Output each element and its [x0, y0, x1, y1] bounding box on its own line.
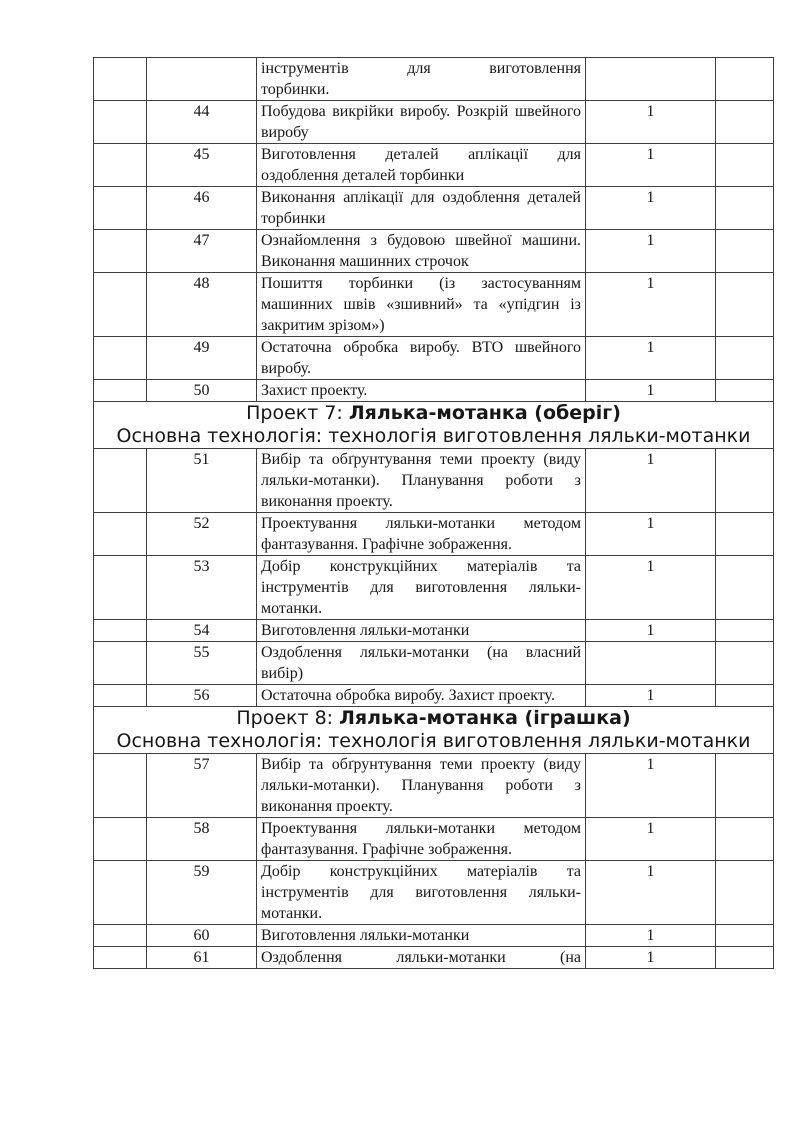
- cell-blank-left: [94, 642, 147, 685]
- cell-blank-left: [94, 337, 147, 380]
- cell-blank-right: [716, 58, 774, 101]
- project-subtitle: Основна технологія: технологія виготовлення ляльки-мотанки: [116, 730, 751, 752]
- table-row: [94, 230, 774, 273]
- lesson-topic: Остаточна обробка виробу. ВТО швейного виробу.: [257, 337, 586, 380]
- project-title-line: [94, 402, 773, 425]
- lesson-topic: Виготовлення ляльки-мотанки: [257, 620, 586, 642]
- cell-blank-left: [94, 230, 147, 273]
- project-label: Проект 7:: [246, 402, 349, 424]
- cell-blank-left: [94, 556, 147, 620]
- cell-blank-left: [94, 925, 147, 947]
- cell-blank-left: [94, 273, 147, 337]
- cell-blank-right: [716, 947, 774, 969]
- table-row: [94, 273, 774, 337]
- lesson-topic: Оздоблення ляльки-мотанки (на: [257, 947, 586, 969]
- lesson-topic: Остаточна обробка виробу. Захист проекту.: [257, 685, 586, 707]
- cell-blank-left: [94, 187, 147, 230]
- project-title-line: [94, 707, 773, 730]
- project-title: Лялька-мотанка (іграшка): [339, 707, 631, 729]
- table-row: [94, 861, 774, 925]
- lesson-topic: Захист проекту.: [257, 380, 586, 402]
- lesson-number: 50: [147, 380, 257, 402]
- lesson-topic: Вибір та обґрунтування теми проекту (виду ляльки-мотанки). Планування роботи з виконання проекту.: [257, 754, 586, 818]
- lesson-topic: Добір конструкційних матеріалів та інструментів для виготовлення ляльки-мотанки.: [257, 556, 586, 620]
- lesson-number: 44: [147, 101, 257, 144]
- cell-blank-right: [716, 818, 774, 861]
- lesson-number: 52: [147, 513, 257, 556]
- lesson-number: 60: [147, 925, 257, 947]
- lesson-number: 48: [147, 273, 257, 337]
- table-row: [94, 685, 774, 707]
- cell-blank-left: [94, 58, 147, 101]
- lesson-topic: Виготовлення ляльки-мотанки: [257, 925, 586, 947]
- cell-blank-right: [716, 642, 774, 685]
- lesson-hours: 1: [586, 947, 716, 969]
- lesson-hours: 1: [586, 144, 716, 187]
- lesson-topic: Виготовлення деталей аплікації для оздоблення деталей торбинки: [257, 144, 586, 187]
- lesson-number: 47: [147, 230, 257, 273]
- cell-blank-left: [94, 861, 147, 925]
- lesson-hours: 1: [586, 380, 716, 402]
- lesson-hours: [586, 58, 716, 101]
- lesson-topic: [257, 58, 586, 101]
- project-header-row: [94, 402, 774, 449]
- project-label: Проект 8:: [236, 707, 340, 729]
- project-title: Лялька-мотанка (оберіг): [348, 402, 621, 424]
- lesson-hours: 1: [586, 861, 716, 925]
- table-row: [94, 101, 774, 144]
- lesson-hours: 1: [586, 449, 716, 513]
- table-row: [94, 642, 774, 685]
- cell-blank-left: [94, 818, 147, 861]
- table-row: [94, 513, 774, 556]
- table-row: [94, 620, 774, 642]
- cell-blank-right: [716, 685, 774, 707]
- cell-blank-left: [94, 754, 147, 818]
- lesson-hours: 1: [586, 337, 716, 380]
- cell-blank-left: [94, 449, 147, 513]
- lesson-number: 51: [147, 449, 257, 513]
- lesson-number: 61: [147, 947, 257, 969]
- project-subtitle: Основна технологія: технологія виготовлення ляльки-мотанки: [116, 425, 751, 447]
- curriculum-table: [93, 57, 774, 969]
- lesson-hours: 1: [586, 556, 716, 620]
- lesson-topic: Проектування ляльки-мотанки методом фантазування. Графічне зображення.: [257, 513, 586, 556]
- lesson-number: 49: [147, 337, 257, 380]
- lesson-number: 46: [147, 187, 257, 230]
- lesson-hours: 1: [586, 513, 716, 556]
- lesson-topic: Оздоблення ляльки-мотанки (на власний вибір): [257, 642, 586, 685]
- topic-line: торбинки.: [261, 81, 330, 98]
- cell-blank-left: [94, 144, 147, 187]
- cell-blank-right: [716, 449, 774, 513]
- cell-blank-right: [716, 620, 774, 642]
- cell-blank-left: [94, 380, 147, 402]
- lesson-number: 53: [147, 556, 257, 620]
- table-row: [94, 380, 774, 402]
- cell-blank-left: [94, 101, 147, 144]
- lesson-hours: 1: [586, 620, 716, 642]
- cell-blank-right: [716, 556, 774, 620]
- lesson-topic: Проектування ляльки-мотанки методом фантазування. Графічне зображення.: [257, 818, 586, 861]
- lesson-topic: Добір конструкційних матеріалів та інструментів для виготовлення ляльки-мотанки.: [257, 861, 586, 925]
- lesson-hours: [586, 642, 716, 685]
- lesson-topic: Пошиття торбинки (із застосуванням машинних швів «зшивний» та «упідгин із закритим зрізом»): [257, 273, 586, 337]
- table-row: [94, 144, 774, 187]
- table-row: [94, 947, 774, 969]
- cell-blank-left: [94, 685, 147, 707]
- lesson-number: 54: [147, 620, 257, 642]
- cell-blank-right: [716, 861, 774, 925]
- lesson-topic: Виконання аплікації для оздоблення деталей торбинки: [257, 187, 586, 230]
- cell-blank-right: [716, 230, 774, 273]
- lesson-hours: 1: [586, 925, 716, 947]
- project-header-cell: [94, 402, 774, 449]
- cell-blank-right: [716, 273, 774, 337]
- lesson-number: 55: [147, 642, 257, 685]
- lesson-number: 58: [147, 818, 257, 861]
- lesson-number: 57: [147, 754, 257, 818]
- cell-blank-left: [94, 620, 147, 642]
- project-header-row: [94, 707, 774, 754]
- cell-blank-right: [716, 925, 774, 947]
- lesson-number: 45: [147, 144, 257, 187]
- table-row: [94, 337, 774, 380]
- cell-blank-left: [94, 947, 147, 969]
- lesson-hours: 1: [586, 685, 716, 707]
- table-row: [94, 556, 774, 620]
- lesson-topic: Вибір та обґрунтування теми проекту (виду ляльки-мотанки). Планування роботи з виконання проекту.: [257, 449, 586, 513]
- table-row: [94, 449, 774, 513]
- table-row: [94, 58, 774, 101]
- cell-blank-right: [716, 754, 774, 818]
- topic-line: інструментів для виготовлення: [261, 60, 581, 77]
- cell-blank-right: [716, 513, 774, 556]
- lesson-topic: Побудова викрійки виробу. Розкрій швейного виробу: [257, 101, 586, 144]
- cell-blank-left: [94, 513, 147, 556]
- table-row: [94, 818, 774, 861]
- lesson-hours: 1: [586, 101, 716, 144]
- project-header-cell: [94, 707, 774, 754]
- cell-blank-right: [716, 144, 774, 187]
- cell-blank-right: [716, 380, 774, 402]
- lesson-number: [147, 58, 257, 101]
- lesson-hours: 1: [586, 273, 716, 337]
- lesson-hours: 1: [586, 754, 716, 818]
- table-row: [94, 754, 774, 818]
- lesson-number: 59: [147, 861, 257, 925]
- lesson-hours: 1: [586, 818, 716, 861]
- lesson-hours: 1: [586, 230, 716, 273]
- lesson-hours: 1: [586, 187, 716, 230]
- table-row: [94, 925, 774, 947]
- lesson-number: 56: [147, 685, 257, 707]
- cell-blank-right: [716, 101, 774, 144]
- table-row: [94, 187, 774, 230]
- lesson-topic: Ознайомлення з будовою швейної машини. Виконання машинних строчок: [257, 230, 586, 273]
- cell-blank-right: [716, 337, 774, 380]
- cell-blank-right: [716, 187, 774, 230]
